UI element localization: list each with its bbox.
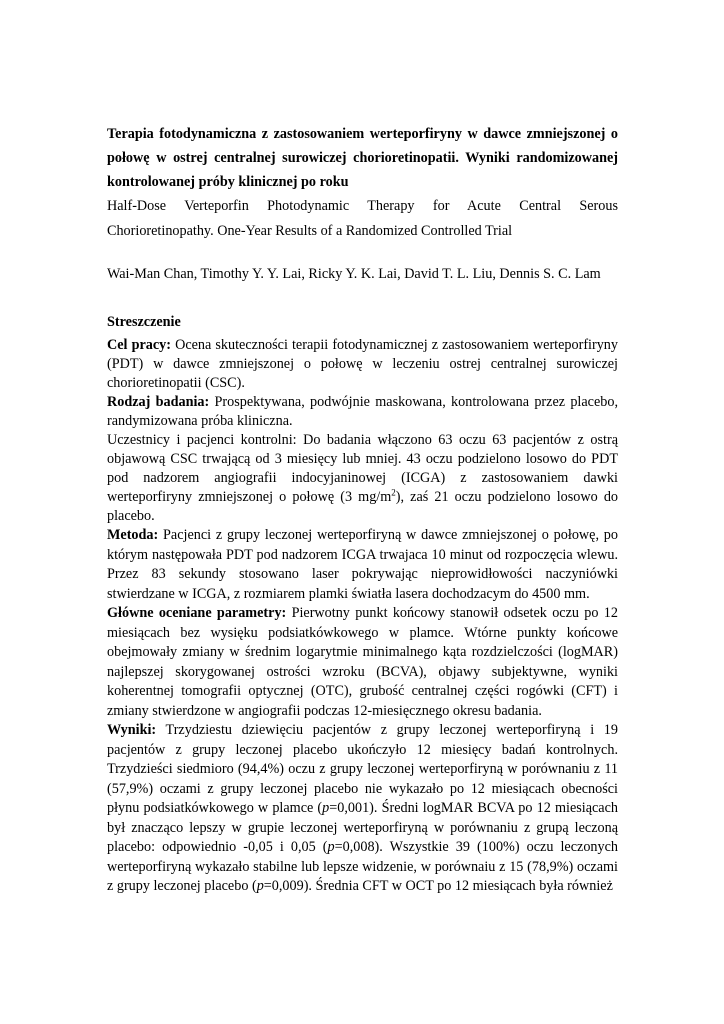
p-value-symbol: p xyxy=(322,800,330,816)
results-text-1: Trzydziestu dziewięciu pacjentów z grupy leczonej werteporfiryną i 19 pacjentów z grupy leczonej placebo ukończyło 12 miesięcy badań kontrolnych. Trzydzieści siedmioro (94,4%) oczu z grupy leczonej werteporfiryną w porównaniu z 11 (57,9%) oczami z grupy leczonej placebo nie wykazało po 12 miesiącach obecności płynu podsiatkówkowego w plamce ( xyxy=(107,722,618,816)
aim-paragraph xyxy=(107,336,618,393)
design-label: Rodzaj badania: xyxy=(107,394,210,410)
method-paragraph xyxy=(107,526,618,604)
results-paragraph xyxy=(107,721,618,897)
results-label: Wyniki: xyxy=(107,722,157,738)
participants-text-end: ), zaś 21 oczu podzielono losowo do placebo. xyxy=(107,489,619,524)
title-polish: Terapia fotodynamiczna z zastosowaniem werteporfiryny w dawce zmniejszonej o połowę w ostrej centralnej surowiczej chorioretinopatii. Wyniki randomizowanej kontrolowanej próby klinicznej po roku xyxy=(107,126,618,190)
outcomes-paragraph xyxy=(107,604,618,721)
participants-paragraph xyxy=(107,431,618,526)
author-list: Wai-Man Chan, Timothy Y. Y. Lai, Ricky Y. K. Lai, David T. L. Liu, Dennis S. C. Lam xyxy=(107,266,601,282)
method-label: Metoda: xyxy=(107,527,159,543)
p-value-symbol: p xyxy=(256,878,264,894)
title-english: Half-Dose Verteporfin Photodynamic Therapy for Acute Central Serous Chorioretinopathy. One-Year Results of a Randomized Controlled Trial xyxy=(107,198,618,239)
design-paragraph xyxy=(107,393,618,431)
document-page xyxy=(107,122,618,897)
results-text-4: =0,009). Średnia CFT w OCT po 12 miesiącach była również xyxy=(263,878,613,894)
outcomes-text: Pierwotny punkt końcowy stanowił odsetek oczu po 12 miesiącach bez wysięku podsiatkówkowego w plamce. Wtórne punkty końcowe obejmowały zmiany w średnim logarytmie minimalnego kąta rozdzielczości (logMAR) najlepszej skorygowanej ostrości wzroku (BCVA), objawy subjektywne, wyniki koherentnej tomografii optycznej (OTC), grubość centralnej części rogówki (CFT) i zmiany stwierdzone w angiografii podczas 12-miesięcznego okresu badania. xyxy=(107,605,618,719)
outcomes-label: Główne oceniane parametry: xyxy=(107,605,287,621)
results-text-3: =0,008). Wszystkie 39 (100%) oczu leczonych werteporfiryną wykazało stabilne lub lepsze widzenie, w porównaiu z 15 (78,9%) oczami z grupy leczonej placebo ( xyxy=(107,839,618,894)
abstract-heading: Streszczenie xyxy=(107,314,181,330)
aim-text: Ocena skuteczności terapii fotodynamicznej z zastosowaniem werteporfiryny (PDT) w dawce zmniejszonej o połowę w leczeniu ostrej centralnej surowiczej chorioretinopatii (CSC). xyxy=(107,337,618,391)
p-value-symbol: p xyxy=(327,839,335,855)
aim-label: Cel pracy: xyxy=(107,337,171,353)
results-text-2: =0,001). Średni logMAR BCVA po 12 miesiącach był znacząco lepszy w grupie leczonej werteporfiryną w porównaniu z grupą leczoną placebo: odpowiednio -0,05 i 0,05 ( xyxy=(107,800,618,855)
participants-text: Uczestnicy i pacjenci kontrolni: Do badania włączono 63 oczu 63 pacjentów z ostrą objawową CSC trwającą od 3 miesięcy lub mniej. 43 oczu podzielono losowo do PDT pod nadzorem angiografii indocyjaninowej (ICGA) z zastosowaniem dawki werteporfiryny zmniejszonej o połowę (3 mg/m xyxy=(107,432,618,505)
design-text: Prospektywana, podwójnie maskowana, kontrolowana przez placebo, randymizowana próba kliniczna. xyxy=(107,394,618,429)
participants-superscript: 2 xyxy=(391,487,396,498)
method-text: Pacjenci z grupy leczonej werteporfiryną w dawce zmniejszonej o połowę, po którym następowała PDT pod nadzorem ICGA trwajaca 10 minut od rozpoczęcia wlewu. Przez 83 sekundy stosowano laser pokrywając nieprowidłowości naczyniówki stwierdzane w ICGA, z rozmiarem plamki światła lasera dochodzacym do 4500 mm. xyxy=(107,527,618,602)
